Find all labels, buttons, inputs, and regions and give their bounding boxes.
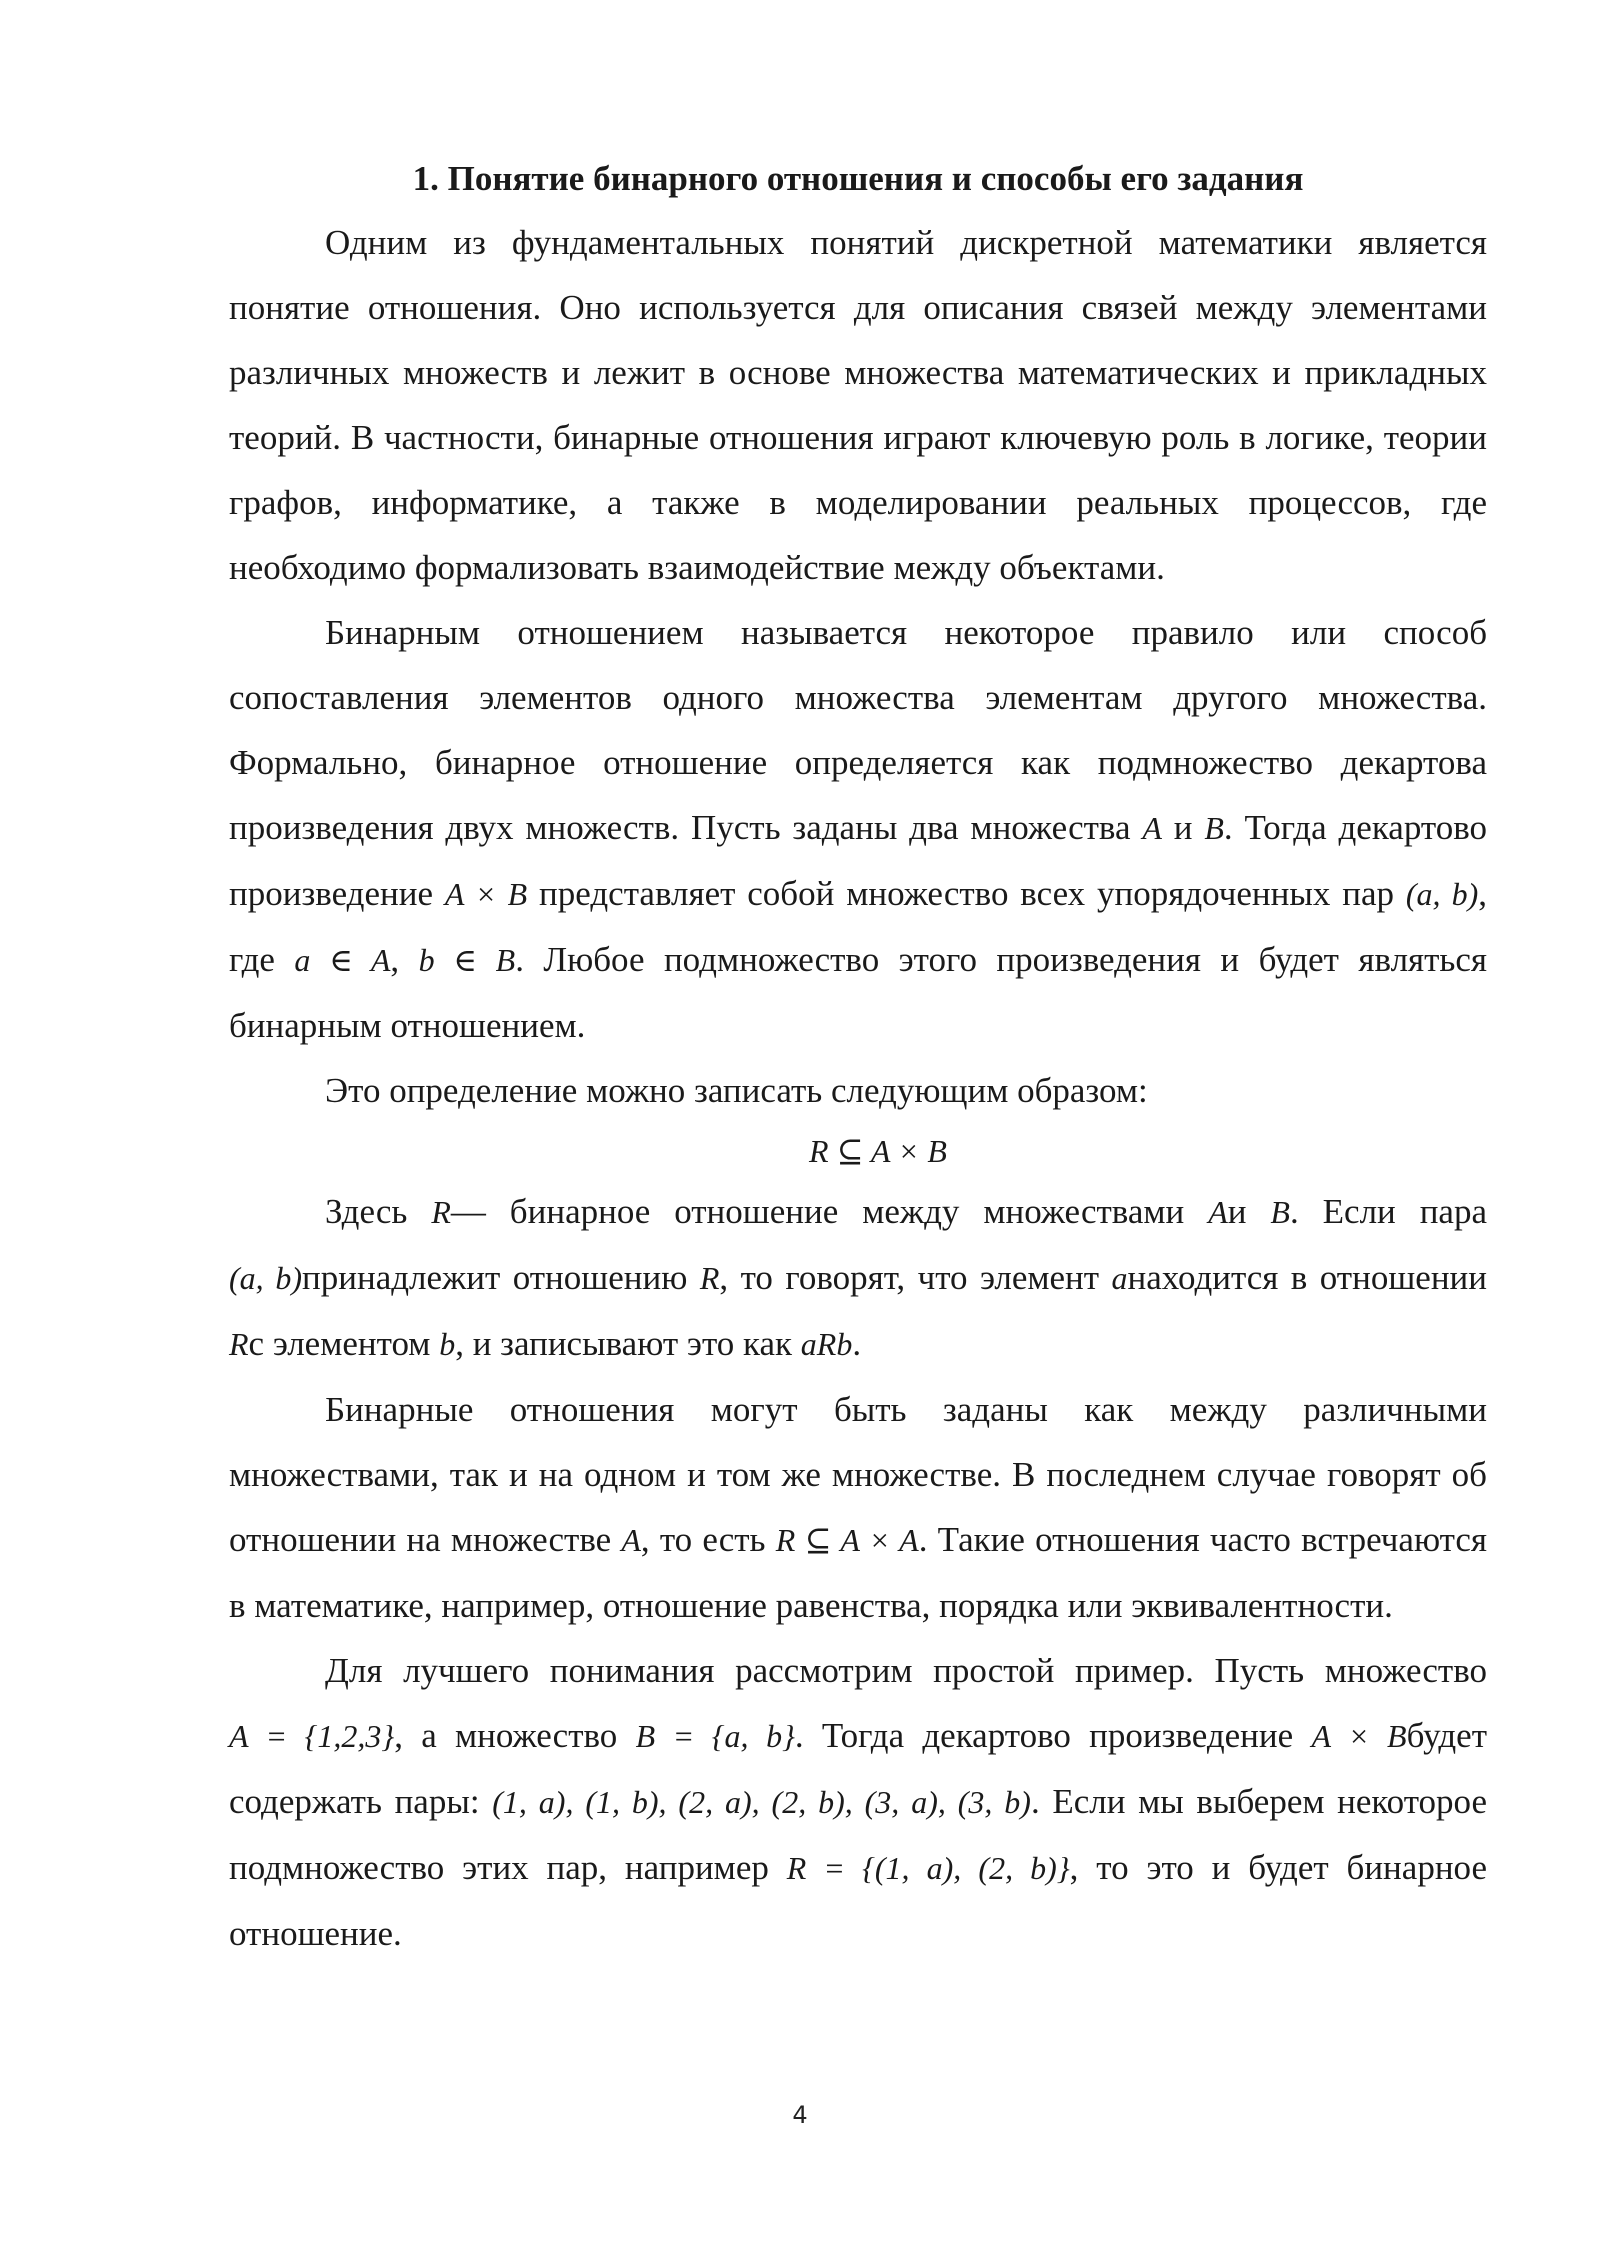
- text-run: Бинарным отношением называется некоторое правило или способ сопоставления элементов одного множества элементам другого множества. Формально, бинарное отношение определяется как подмножество декартова произведения двух множеств. Пусть заданы два множества: [229, 613, 1487, 847]
- text-run: с элементом: [248, 1324, 440, 1363]
- math-set-b: B: [1204, 810, 1224, 846]
- math-arb: aRb: [800, 1326, 853, 1362]
- text-run: Бинарные отношения могут быть заданы как между различными множествами, так и на одном и том же множестве. В последнем случае говорят об отношении на множестве: [229, 1390, 1487, 1559]
- text-run: и: [1161, 808, 1205, 847]
- math-set-b: B: [1270, 1194, 1290, 1230]
- text-run: , то есть: [640, 1520, 776, 1559]
- text-run: — бинарное отношение между множествами: [450, 1192, 1209, 1231]
- text-run: находится в отношении: [1127, 1258, 1488, 1297]
- math-element-a: a: [1111, 1260, 1128, 1296]
- text-run: Для лучшего понимания рассмотрим простой пример. Пусть множество: [325, 1651, 1487, 1690]
- math-ordered-pair: (a, b): [1405, 876, 1479, 912]
- math-ordered-pair: (a, b): [229, 1260, 303, 1296]
- math-set-a: A: [1142, 810, 1162, 846]
- paragraph-same-set: [229, 1377, 1487, 1638]
- math-relation-r: R: [229, 1326, 249, 1362]
- text-run: , где: [229, 874, 1488, 979]
- math-set-a: A: [621, 1522, 641, 1558]
- paragraph-formula-intro: Это определение можно записать следующим образом:: [325, 1071, 1148, 1110]
- math-relation-r: R: [699, 1260, 720, 1296]
- paragraph-example: [229, 1638, 1487, 1966]
- text-run: . Такие отношения часто встречаются в математике, например, отношение равенства, порядка или эквивалентности.: [229, 1520, 1487, 1625]
- text-run: , а множество: [394, 1716, 636, 1755]
- text-run: . Тогда декартово произведение: [229, 808, 1488, 913]
- math-cartesian-product: A × B: [444, 876, 528, 912]
- paragraph-notation: [229, 1179, 1487, 1377]
- paragraph-intro: Одним из фундаментальных понятий дискретной математики является понятие отношения. Оно используется для описания связей между элементами различных множеств и лежит в основе множества математических и прикладных теорий. В частности, бинарные отношения играют ключевую роль в логике, теории графов, информатике, а также в моделировании реальных процессов, где необходимо формализовать взаимодействие между объектами.: [229, 223, 1487, 587]
- text-run: , то говорят, что элемент: [719, 1258, 1112, 1297]
- math-r-subset-axa: R ⊆ A × A: [775, 1522, 919, 1558]
- math-relation-example: R = {(1, a), (2, b)}: [786, 1850, 1070, 1886]
- formula-text: R ⊆ A × B: [809, 1133, 947, 1169]
- document-page: [229, 148, 1487, 1966]
- text-run: . Если мы выберем некоторое подмножество этих пар, например: [229, 1782, 1487, 1887]
- text-run: , и записывают это как: [455, 1324, 801, 1363]
- text-run: принадлежит отношению: [302, 1258, 700, 1297]
- math-pairs-list: (1, a), (1, b), (2, a), (2, b), (3, a), (3, b): [492, 1784, 1031, 1820]
- math-relation-r: R: [431, 1194, 451, 1230]
- text-run: и: [1227, 1192, 1271, 1231]
- math-set-b-def: B = {a, b}: [635, 1718, 795, 1754]
- math-cartesian-product: A × B: [1311, 1718, 1407, 1754]
- text-run: , то это и будет бинарное отношение.: [229, 1848, 1488, 1953]
- text-run: представляет собой множество всех упорядоченных пар: [527, 874, 1406, 913]
- math-set-a: A: [1208, 1194, 1228, 1230]
- math-a-in-a: a ∈ A: [294, 942, 391, 978]
- text-run: будет содержать пары:: [229, 1716, 1488, 1821]
- math-set-a-def: A = {1,2,3}: [229, 1718, 395, 1754]
- formula-relation-definition: [229, 1123, 1487, 1179]
- paragraph-definition: [229, 600, 1487, 1058]
- text-run: ,: [390, 940, 419, 979]
- page-number: 4: [792, 2101, 808, 2129]
- text-run: .: [852, 1324, 862, 1363]
- text-run: . Тогда декартово произведение: [794, 1716, 1312, 1755]
- text-run: . Если пара: [1289, 1192, 1488, 1231]
- math-element-b: b: [439, 1326, 456, 1362]
- section-title: 1. Понятие бинарного отношения и способы его задания: [412, 159, 1304, 198]
- math-b-in-b: b ∈ B: [418, 942, 516, 978]
- text-run: Здесь: [325, 1192, 432, 1231]
- text-run: . Любое подмножество этого произведения и будет являться бинарным отношением.: [229, 940, 1488, 1045]
